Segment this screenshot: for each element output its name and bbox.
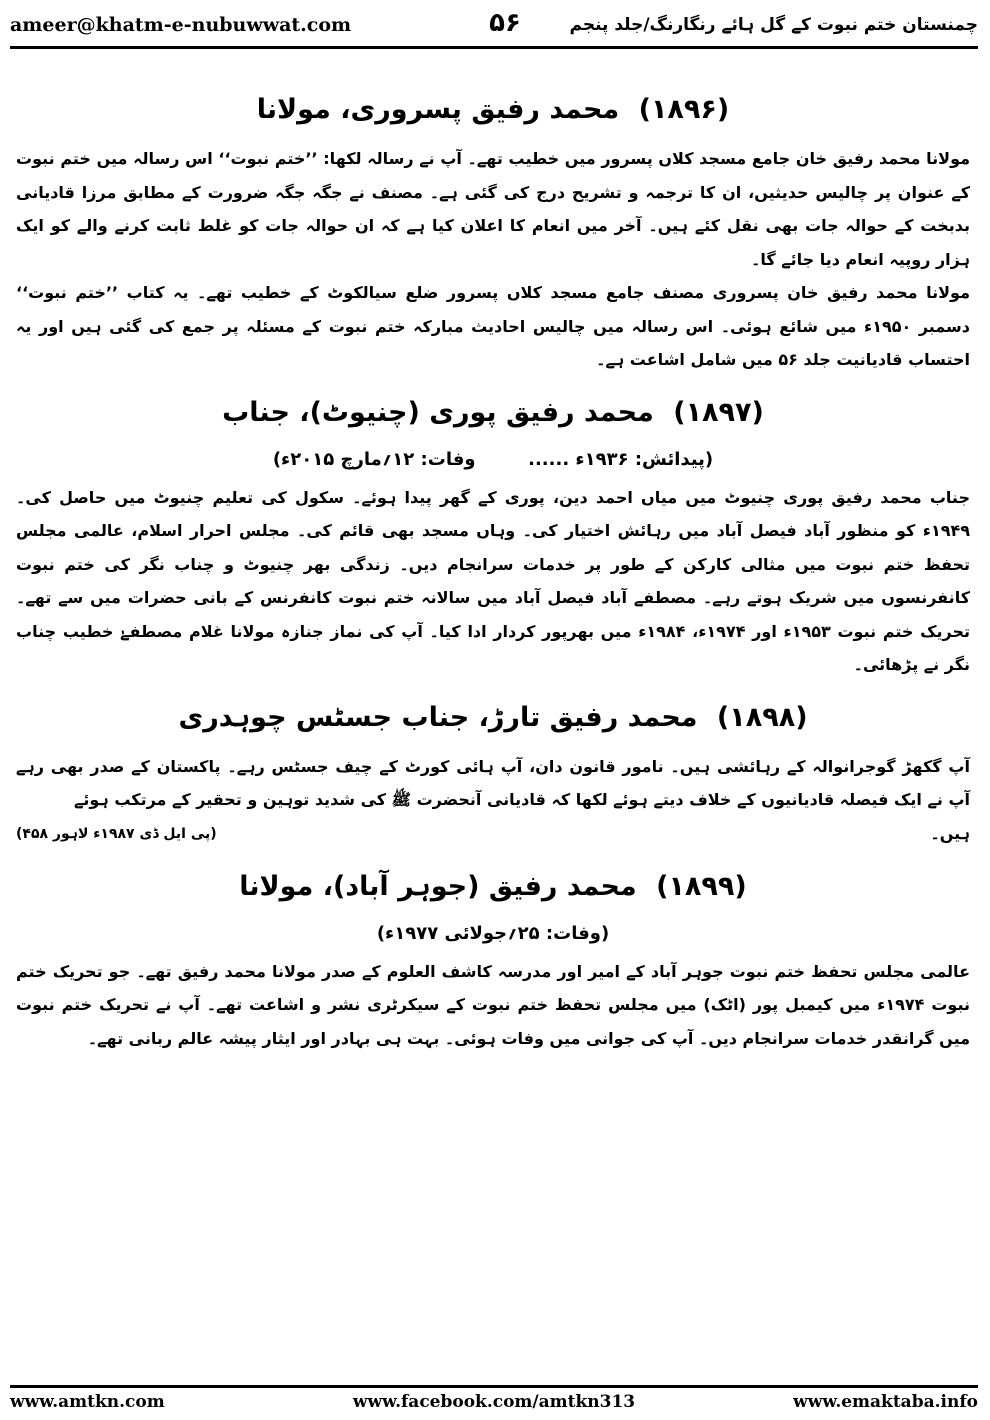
entry-paragraph: مولانا محمد رفیق خان جامع مسجد کلاں پسرور میں خطیب تھے۔ آپ نے رسالہ لکھا: ’’ختم نبوت‘‘ اس رسالہ میں ختم نبوت کے عنوان پر چالیس حدیثیں، ان کا ترجمہ و تشریح درج کی گئی ہے۔ مصنف نے جگہ جگہ ضرورت کے مطابق مرزا قادیانی بدبخت کے حوالہ جات بھی نقل کئے ہیں۔ آخر میں انعام کا اعلان کیا ہے کہ ان حوالہ جات کو غلط ثابت کرنے والے کو ایک ہزار روپیہ انعام دیا جائے گا۔ bbox=[16, 149, 970, 269]
citation-reference: (پی ایل ڈی ۱۹۸۷ء لاہور ۴۵۸) bbox=[16, 825, 217, 842]
page-footer bbox=[10, 1392, 978, 1416]
entry-paragraph: جناب محمد رفیق پوری چنیوٹ میں میاں احمد دین، پوری کے گھر پیدا ہوئے۔ سکول کی تعلیم چنیوٹ میں حاصل کی۔ ۱۹۴۹ء کو منظور آباد فیصل آباد میں رہائش اختیار کی۔ وہاں مسجد بھی قائم کی۔ مجلس احرار اسلام، عالمی مجلس تحفظ ختم نبوت میں مثالی کارکن کے طور پر خدمات سرانجام دیں۔ زندگی بھر چنیوٹ و چناب نگر کی ختم نبوت کانفرنسوں میں شریک ہوتے رہے۔ مصطفے آباد فیصل آباد میں سالانہ ختم نبوت کانفرنس کے بانی حضرات میں سے تھے۔ تحریک ختم نبوت ۱۹۵۳ء اور ۱۹۷۴ء، ۱۹۸۴ء میں بھرپور کردار ادا کیا۔ آپ کی نماز جنازہ مولانا غلام مصطفےٰ خطیب چناب نگر نے پڑھائی۔ bbox=[16, 487, 971, 674]
page-header bbox=[10, 8, 978, 44]
entry-title: محمد رفیق تارڑ، جناب جسٹس چوہدری bbox=[178, 701, 698, 733]
header-rule bbox=[10, 46, 978, 49]
death-date: وفات: ۱۲؍مارچ ۲۰۱۵ء) bbox=[272, 448, 476, 470]
entry-heading bbox=[16, 865, 970, 909]
book-title: چمنستان ختم نبوت کے گل ہائے رنگارنگ/جلد پنجم bbox=[569, 15, 978, 35]
footer-rule bbox=[10, 1385, 978, 1388]
entry-title: محمد رفیق پسروری، مولانا bbox=[256, 94, 620, 125]
entry-number: (۱۸۹۶) bbox=[638, 94, 730, 125]
entry-heading bbox=[16, 391, 970, 435]
entry-dates bbox=[16, 919, 970, 949]
entry-paragraph: مولانا محمد رفیق خان پسروری مصنف جامع مسجد کلاں پسرور ضلع سیالکوٹ کے خطیب تھے۔ یہ کتاب ’’ختم نبوت‘‘ دسمبر ۱۹۵۰ء میں شائع ہوئی۔ اس رسالہ میں چالیس احادیث مبارکہ ختم نبوت کے مسئلہ پر جمع کی گئی ہیں اور یہ احتساب قادیانیت جلد ۵۶ میں شامل اشاعت ہے۔ bbox=[16, 283, 971, 369]
entry-heading bbox=[16, 696, 970, 740]
entry-paragraph: آپ گکھڑ گوجرانوالہ کے رہائشی ہیں۔ نامور قانون دان، آپ ہائی کورٹ کے چیف جسٹس رہے۔ پاکستان کے صدر بھی رہے آپ نے ایک فیصلہ قادیانیوں کے خلاف دیتے ہوئے لکھا کہ قادیانی آنحضرت ﷺ کی شدید توہین و تحقیر کے مرتکب ہوئے bbox=[16, 756, 970, 809]
footer-link-facebook[interactable]: www.facebook.com/amtkn313 bbox=[352, 1392, 636, 1412]
entry-paragraph: عالمی مجلس تحفظ ختم نبوت جوہر آباد کے امیر اور مدرسہ کاشف العلوم کے صدر مولانا محمد رفیق تھے۔ جو تحریک ختم نبوت ۱۹۷۴ء میں کیمبل پور (اٹک) میں مجلس تحفظ ختم نبوت کے سیکرٹری نشر و اشاعت تھے۔ آپ نے تحریک ختم نبوت میں گرانقدر خدمات سرانجام دیں۔ آپ کی جوانی میں وفات ہوئی۔ بہت ہی بہادر اور ایثار پیشہ عالم ربانی تھے۔ bbox=[16, 961, 970, 1048]
entry-number: (۱۸۹۷) bbox=[673, 396, 764, 428]
paragraph-ending: ہیں۔ bbox=[930, 823, 970, 843]
reference-row bbox=[16, 817, 970, 851]
entry-number: (۱۸۹۹) bbox=[656, 870, 747, 902]
entry-number: (۱۸۹۸) bbox=[716, 701, 808, 733]
footer-link-emaktaba[interactable]: www.emaktaba.info bbox=[793, 1392, 978, 1412]
entry-heading bbox=[16, 88, 970, 132]
page-number: ۵۶ bbox=[489, 8, 521, 38]
footer-link-amtkn[interactable]: www.amtkn.com bbox=[10, 1392, 165, 1412]
entry-title: محمد رفیق پوری (چنیوٹ)، جناب bbox=[222, 396, 654, 428]
birth-date: (پیدائش: ۱۹۳۶ء ...... bbox=[528, 448, 714, 470]
header-email: ameer@khatm-e-nubuwwat.com bbox=[10, 14, 352, 36]
death-date: (وفات: ۲۵؍جولائی ۱۹۷۷ء) bbox=[376, 922, 610, 944]
page-content bbox=[16, 58, 970, 1055]
entry-dates bbox=[16, 445, 970, 475]
entry-title: محمد رفیق (جوہر آباد)، مولانا bbox=[239, 870, 637, 902]
